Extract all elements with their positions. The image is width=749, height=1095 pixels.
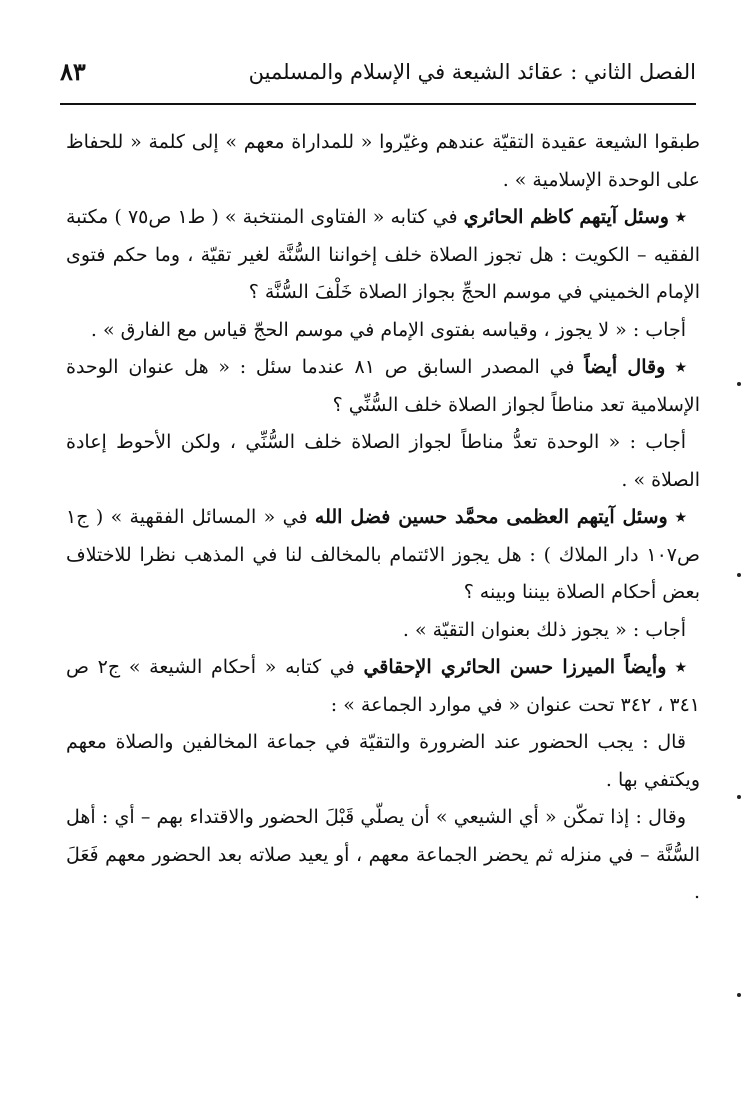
paragraph <box>66 612 700 650</box>
paragraph <box>66 799 700 912</box>
page-number: ٨٣ <box>60 57 86 86</box>
margin-mark <box>737 795 741 799</box>
paragraph <box>66 312 700 350</box>
question-heading: ٭ وسئل آيتهم كاظم الحائري <box>463 206 686 228</box>
paragraph <box>66 649 700 724</box>
question-heading: ٭ وسئل آيتهم العظمى محمَّد حسين فضل الله <box>314 506 686 528</box>
chapter-title: الفصل الثاني : عقائد الشيعة في الإسلام والمسلمين <box>248 60 696 84</box>
text-run: أجاب : « الوحدة تعدُّ مناطاً لجواز الصلاة خلف السُّنِّي ، ولكن الأحوط إعادة الصلاة » . <box>66 431 700 491</box>
text-run: في « المسائل الفقهية » ( ج١ ص١٠٧ دار الملاك ) : هل يجوز الائتمام بالمخالف لنا في المذهب نظرا للاختلاف بعض أحكام الصلاة بيننا وبينه ؟ <box>66 506 700 603</box>
paragraph <box>66 424 700 499</box>
body-text <box>66 124 700 912</box>
question-heading: ٭ وأيضاً الميرزا حسن الحائري الإحقاقي <box>363 656 686 678</box>
header-divider <box>60 103 696 105</box>
paragraph <box>66 724 700 799</box>
margin-mark <box>737 993 741 997</box>
paragraph <box>66 499 700 612</box>
text-run: في المصدر السابق ص ٨١ عندما سئل : « هل عنوان الوحدة الإسلامية تعد مناطاً لجواز الصلاة خلف السُّنِّي ؟ <box>66 356 700 416</box>
margin-mark <box>737 573 741 577</box>
text-run: أجاب : « يجوز ذلك بعنوان التقيّة » . <box>402 618 686 641</box>
text-run: في كتابه « الفتاوى المنتخبة » ( ط١ ص٧٥ ) مكتبة الفقيه – الكويت : هل تجوز الصلاة خلف إخواننا السُّنَّة لغير تقيّة ، وما حكم فتوى الإمام الخميني في موسم الحجِّ بجواز الصلاة خَلْفَ السُّنَّة ؟ <box>66 206 700 303</box>
text-run: أجاب : « لا يجوز ، وقياسه بفتوى الإمام في موسم الحجّ قياس مع الفارق » . <box>90 318 686 341</box>
margin-mark <box>737 382 741 386</box>
paragraph <box>66 349 700 424</box>
text-run: في كتابه « أحكام الشيعة » ج٢ ص ٣٤١ ، ٣٤٢ تحت عنوان « في موارد الجماعة » : <box>66 656 700 716</box>
text-run: طبقوا الشيعة عقيدة التقيّة عندهم وغيّروا « للمداراة معهم » إلى كلمة « للحفاظ على الوحدة الإسلامية » . <box>66 131 700 191</box>
paragraph <box>66 124 700 199</box>
text-run: قال : يجب الحضور عند الضرورة والتقيّة في جماعة المخالفين والصلاة معهم ويكتفي بها . <box>66 731 700 791</box>
paragraph <box>66 199 700 312</box>
running-header <box>60 52 696 102</box>
text-run: وقال : إذا تمكّن « أي الشيعي » أن يصلّي قَبْلَ الحضور والاقتداء بهم – أي : أهل السُّنَّة – في منزله ثم يحضر الجماعة معهم ، أو يعيد صلاته بعد الحضور معهم فَعَلَ . <box>66 806 700 903</box>
question-heading: ٭ وقال أيضاً <box>584 356 686 378</box>
